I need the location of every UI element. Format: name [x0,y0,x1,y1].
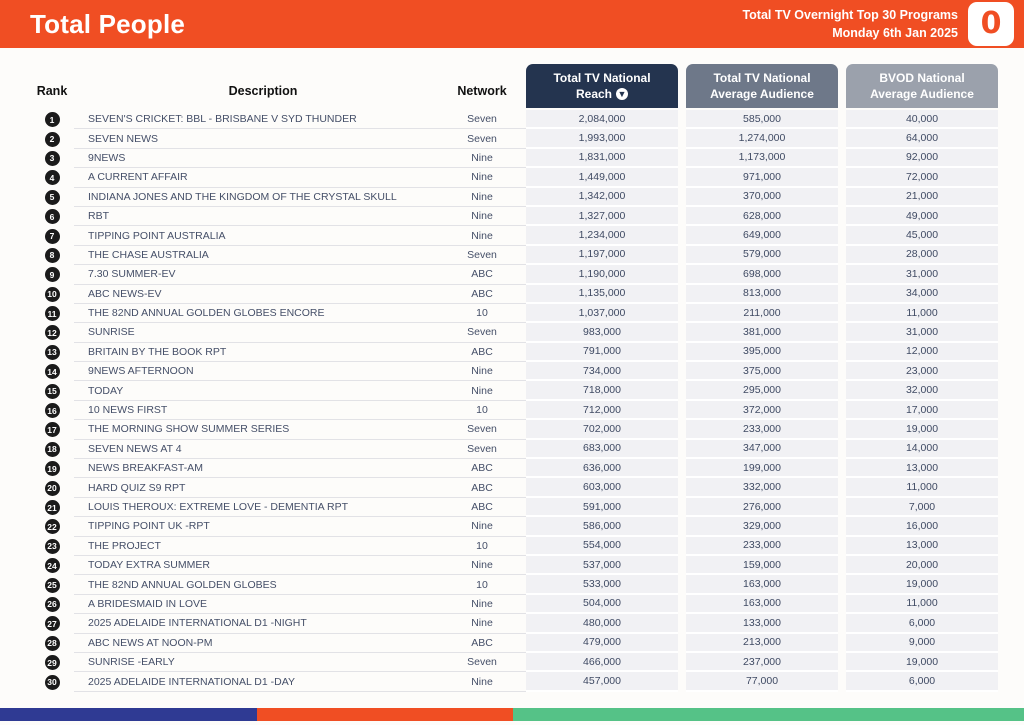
bvod-cell: 28,000 [846,246,998,265]
bvod-cell: 45,000 [846,226,998,245]
avg-audience-cell: 381,000 [686,323,838,342]
rank-badge: 21 [45,500,60,515]
bvod-cell: 11,000 [846,304,998,323]
avg-audience-cell: 698,000 [686,265,838,284]
table-row [30,653,998,672]
rank-badge: 6 [45,209,60,224]
network-cell: Nine [438,226,526,245]
description-cell: 2025 ADELAIDE INTERNATIONAL D1 -DAY [74,672,438,691]
table-row [30,207,998,226]
rank-badge: 16 [45,403,60,418]
description-cell: LOUIS THEROUX: EXTREME LOVE - DEMENTIA RPT [74,498,438,517]
oztam-logo-glyph: 0 [980,6,1002,41]
reach-cell: 636,000 [526,459,678,478]
rank-badge: 15 [45,384,60,399]
reach-cell: 537,000 [526,556,678,575]
reach-cell: 554,000 [526,537,678,556]
table-row [30,168,998,187]
avg-audience-cell: 1,274,000 [686,129,838,148]
rank-badge: 27 [45,616,60,631]
description-cell: INDIANA JONES AND THE KINGDOM OF THE CRYSTAL SKULL [74,188,438,207]
description-cell: THE 82ND ANNUAL GOLDEN GLOBES ENCORE [74,304,438,323]
table-row [30,634,998,653]
rank-badge: 1 [45,112,60,127]
top30-table [0,48,1024,692]
rank-badge: 28 [45,636,60,651]
avg-audience-cell: 77,000 [686,672,838,691]
table-row [30,381,998,400]
table-row [30,362,998,381]
description-cell: SUNRISE [74,323,438,342]
network-cell: Nine [438,672,526,691]
table-row [30,517,998,536]
avg-audience-cell: 163,000 [686,575,838,594]
table-row [30,401,998,420]
description-cell: SEVEN'S CRICKET: BBL - BRISBANE V SYD THUNDER [74,110,438,129]
report-banner [0,0,1024,48]
bvod-cell: 31,000 [846,265,998,284]
bvod-cell: 32,000 [846,381,998,400]
reach-cell: 1,190,000 [526,265,678,284]
rank-badge: 8 [45,248,60,263]
description-cell: TODAY EXTRA SUMMER [74,556,438,575]
page-title: Total People [30,8,186,39]
network-cell: ABC [438,265,526,284]
network-cell: Seven [438,653,526,672]
reach-cell: 983,000 [526,323,678,342]
reach-cell: 504,000 [526,595,678,614]
rank-badge: 29 [45,655,60,670]
network-cell: ABC [438,498,526,517]
bvod-cell: 19,000 [846,420,998,439]
reach-cell: 702,000 [526,420,678,439]
table-body [30,110,998,692]
network-cell: Nine [438,556,526,575]
rank-badge: 2 [45,132,60,147]
network-cell: Nine [438,381,526,400]
avg-audience-cell: 372,000 [686,401,838,420]
reach-column-header[interactable]: Total TV National Reach ▼ [526,64,678,108]
rank-badge: 4 [45,170,60,185]
bvod-cell: 11,000 [846,595,998,614]
reach-cell: 533,000 [526,575,678,594]
bvod-cell: 13,000 [846,537,998,556]
avg-audience-cell: 237,000 [686,653,838,672]
network-cell: ABC [438,459,526,478]
bvod-cell: 40,000 [846,110,998,129]
table-row [30,420,998,439]
description-cell: 10 NEWS FIRST [74,401,438,420]
description-cell: TIPPING POINT UK -RPT [74,517,438,536]
avg-audience-cell: 649,000 [686,226,838,245]
description-cell: THE CHASE AUSTRALIA [74,246,438,265]
rank-badge: 5 [45,190,60,205]
bvod-column-header[interactable]: BVOD National Average Audience [846,64,998,108]
footer-bar-blue-segment [0,708,257,721]
description-cell: SEVEN NEWS AT 4 [74,440,438,459]
avg-audience-cell: 1,173,000 [686,149,838,168]
rank-badge: 19 [45,461,60,476]
description-cell: A CURRENT AFFAIR [74,168,438,187]
reach-cell: 1,831,000 [526,149,678,168]
reach-cell: 791,000 [526,343,678,362]
reach-cell: 603,000 [526,478,678,497]
reach-cell: 2,084,000 [526,110,678,129]
table-row [30,129,998,148]
description-cell: SUNRISE -EARLY [74,653,438,672]
bvod-cell: 92,000 [846,149,998,168]
table-row [30,343,998,362]
table-row [30,323,998,342]
reach-cell: 591,000 [526,498,678,517]
bvod-cell: 34,000 [846,285,998,304]
reach-cell: 586,000 [526,517,678,536]
network-cell: Nine [438,362,526,381]
avg-audience-cell: 133,000 [686,614,838,633]
avg-audience-cell: 813,000 [686,285,838,304]
avg-audience-cell: 163,000 [686,595,838,614]
report-subtitle-line1: Total TV Overnight Top 30 Programs [742,7,958,22]
rank-badge: 3 [45,151,60,166]
rank-badge: 11 [45,306,60,321]
bvod-cell: 6,000 [846,614,998,633]
table-row [30,265,998,284]
description-cell: 2025 ADELAIDE INTERNATIONAL D1 -NIGHT [74,614,438,633]
table-row [30,304,998,323]
network-cell: 10 [438,401,526,420]
bvod-cell: 21,000 [846,188,998,207]
rank-badge: 9 [45,267,60,282]
network-cell: Seven [438,420,526,439]
bvod-cell: 72,000 [846,168,998,187]
avg-audience-cell: 199,000 [686,459,838,478]
bvod-cell: 9,000 [846,634,998,653]
description-cell: HARD QUIZ S9 RPT [74,478,438,497]
bvod-cell: 16,000 [846,517,998,536]
table-row [30,188,998,207]
table-row [30,459,998,478]
description-cell: A BRIDESMAID IN LOVE [74,595,438,614]
network-cell: Nine [438,149,526,168]
rank-badge: 14 [45,364,60,379]
avg-audience-cell: 628,000 [686,207,838,226]
network-cell: Seven [438,110,526,129]
description-cell: TIPPING POINT AUSTRALIA [74,226,438,245]
reach-cell: 1,197,000 [526,246,678,265]
network-cell: Nine [438,207,526,226]
description-cell: THE 82ND ANNUAL GOLDEN GLOBES [74,575,438,594]
footer-bar-green-segment [513,708,1024,721]
avg-audience-cell: 233,000 [686,537,838,556]
avg-audience-cell: 971,000 [686,168,838,187]
description-column-header: Description [228,84,298,98]
description-cell: NEWS BREAKFAST-AM [74,459,438,478]
description-cell: 9NEWS [74,149,438,168]
network-cell: ABC [438,285,526,304]
network-cell: Seven [438,246,526,265]
table-row [30,149,998,168]
network-column-header: Network [457,84,507,98]
rank-badge: 10 [45,287,60,302]
bvod-cell: 11,000 [846,478,998,497]
report-subtitle [742,6,958,42]
avg-audience-cell: 332,000 [686,478,838,497]
reach-cell: 1,234,000 [526,226,678,245]
rank-badge: 17 [45,422,60,437]
avg-audience-cell: 295,000 [686,381,838,400]
reach-cell: 1,037,000 [526,304,678,323]
network-cell: 10 [438,575,526,594]
avg-audience-cell: 395,000 [686,343,838,362]
avg-audience-cell: 213,000 [686,634,838,653]
network-cell: 10 [438,304,526,323]
description-cell: TODAY [74,381,438,400]
reach-cell: 718,000 [526,381,678,400]
table-row [30,498,998,517]
reach-cell: 712,000 [526,401,678,420]
bvod-cell: 12,000 [846,343,998,362]
reach-cell: 479,000 [526,634,678,653]
oztam-logo [968,2,1014,46]
avg-audience-cell: 233,000 [686,420,838,439]
bvod-cell: 49,000 [846,207,998,226]
avg-audience-cell: 211,000 [686,304,838,323]
avg-audience-column-header[interactable]: Total TV National Average Audience [686,64,838,108]
reach-cell: 1,449,000 [526,168,678,187]
table-row [30,246,998,265]
description-cell: ABC NEWS AT NOON-PM [74,634,438,653]
reach-cell: 683,000 [526,440,678,459]
table-row [30,440,998,459]
rank-badge: 12 [45,325,60,340]
table-row [30,672,998,691]
avg-audience-cell: 329,000 [686,517,838,536]
bvod-cell: 6,000 [846,672,998,691]
network-cell: Nine [438,595,526,614]
description-cell: THE MORNING SHOW SUMMER SERIES [74,420,438,439]
table-row [30,478,998,497]
sort-descending-icon[interactable]: ▼ [617,88,627,99]
report-subtitle-line2: Monday 6th Jan 2025 [832,26,958,40]
avg-audience-cell: 159,000 [686,556,838,575]
reach-cell: 1,327,000 [526,207,678,226]
reach-cell: 480,000 [526,614,678,633]
avg-audience-cell: 347,000 [686,440,838,459]
reach-cell: 466,000 [526,653,678,672]
rank-badge: 23 [45,539,60,554]
reach-cell: 734,000 [526,362,678,381]
network-cell: 10 [438,537,526,556]
bvod-cell: 31,000 [846,323,998,342]
avg-audience-cell: 579,000 [686,246,838,265]
reach-cell: 457,000 [526,672,678,691]
network-cell: Nine [438,614,526,633]
rank-badge: 30 [45,675,60,690]
rank-badge: 7 [45,229,60,244]
bvod-cell: 17,000 [846,401,998,420]
table-row [30,285,998,304]
description-cell: SEVEN NEWS [74,129,438,148]
bvod-cell: 14,000 [846,440,998,459]
network-cell: Seven [438,440,526,459]
bvod-cell: 19,000 [846,653,998,672]
description-cell: 9NEWS AFTERNOON [74,362,438,381]
rank-badge: 13 [45,345,60,360]
table-row [30,595,998,614]
rank-badge: 25 [45,578,60,593]
description-cell: BRITAIN BY THE BOOK RPT [74,343,438,362]
table-row [30,556,998,575]
bvod-cell: 64,000 [846,129,998,148]
table-header-row [30,64,998,108]
network-cell: ABC [438,634,526,653]
network-cell: Nine [438,517,526,536]
avg-audience-cell: 585,000 [686,110,838,129]
table-row [30,537,998,556]
bvod-cell: 23,000 [846,362,998,381]
table-row [30,226,998,245]
description-cell: 7.30 SUMMER-EV [74,265,438,284]
network-cell: Seven [438,323,526,342]
bvod-cell: 13,000 [846,459,998,478]
network-cell: ABC [438,343,526,362]
bvod-cell: 20,000 [846,556,998,575]
bvod-cell: 19,000 [846,575,998,594]
network-cell: Nine [438,168,526,187]
table-row [30,614,998,633]
bvod-cell: 7,000 [846,498,998,517]
rank-badge: 24 [45,558,60,573]
avg-audience-cell: 370,000 [686,188,838,207]
table-row [30,575,998,594]
footer-brand-bar [0,708,1024,721]
reach-cell: 1,135,000 [526,285,678,304]
footer-bar-orange-segment [257,708,513,721]
rank-badge: 22 [45,519,60,534]
avg-audience-cell: 375,000 [686,362,838,381]
network-cell: Nine [438,188,526,207]
network-cell: Seven [438,129,526,148]
rank-badge: 26 [45,597,60,612]
description-cell: ABC NEWS-EV [74,285,438,304]
network-cell: ABC [438,478,526,497]
rank-column-header: Rank [36,84,68,98]
reach-cell: 1,993,000 [526,129,678,148]
description-cell: RBT [74,207,438,226]
table-row [30,110,998,129]
avg-audience-cell: 276,000 [686,498,838,517]
reach-cell: 1,342,000 [526,188,678,207]
rank-badge: 20 [45,481,60,496]
description-cell: THE PROJECT [74,537,438,556]
rank-badge: 18 [45,442,60,457]
